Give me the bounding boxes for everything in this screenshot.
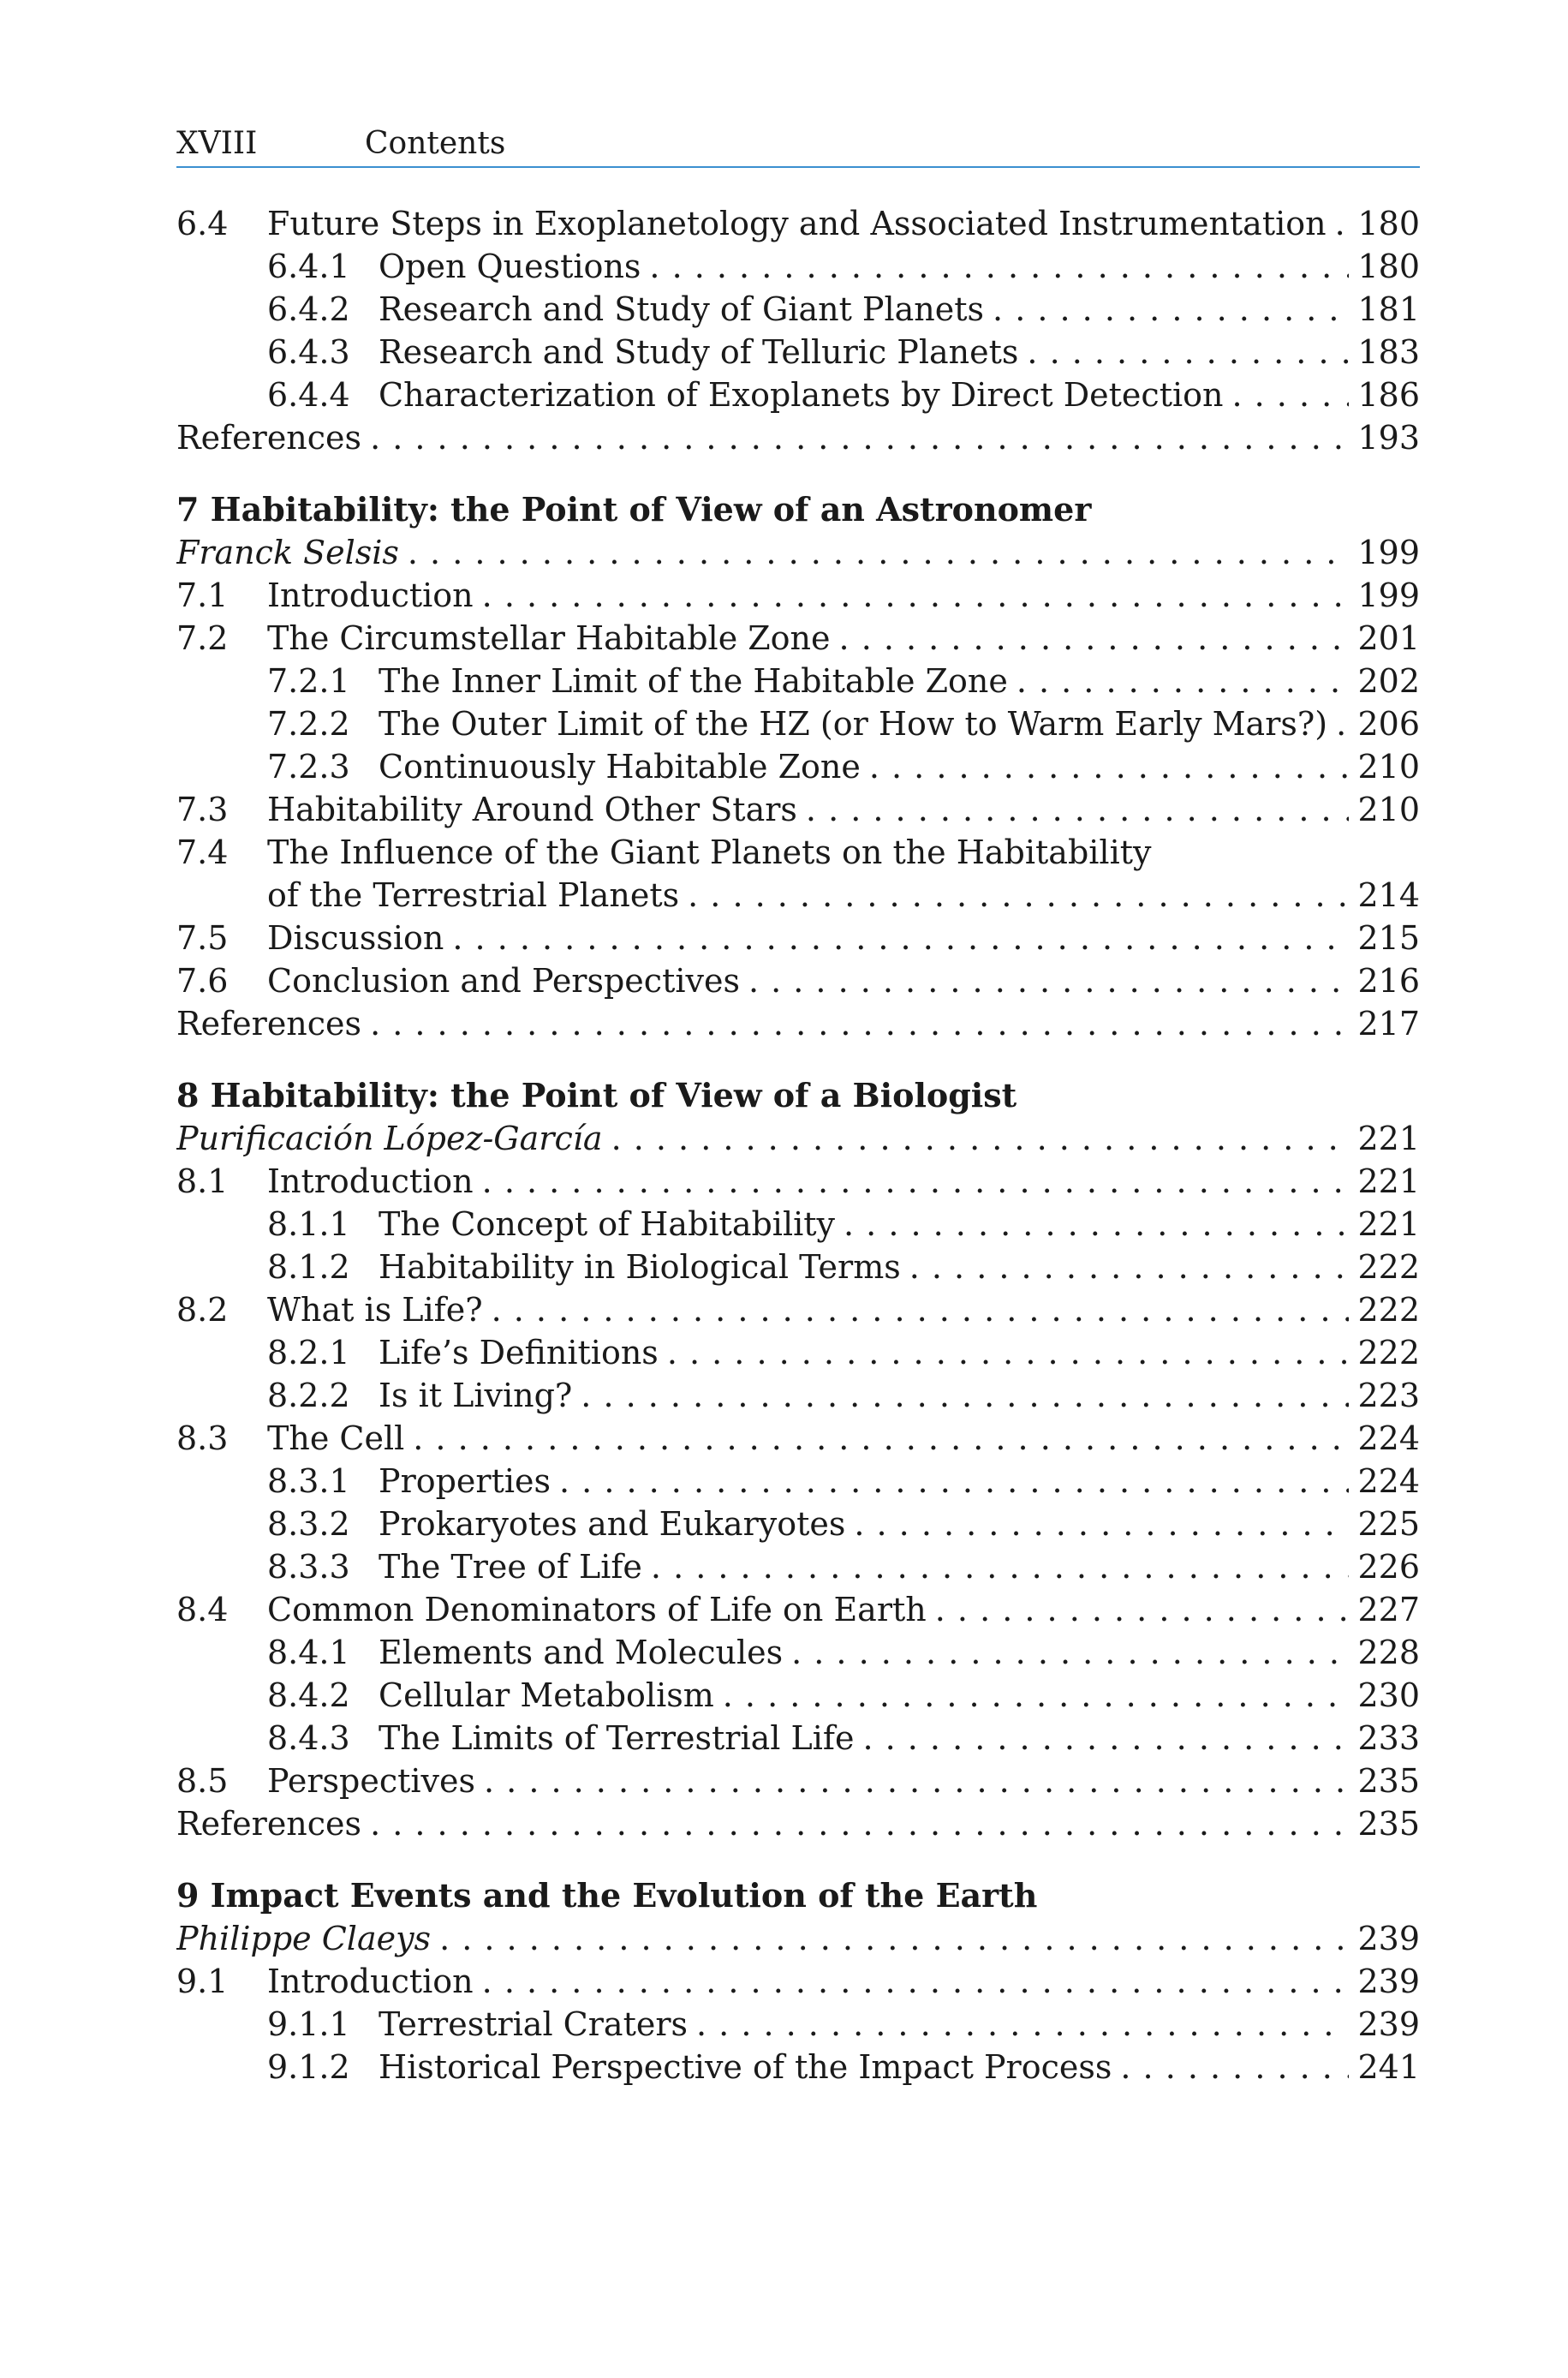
section-title: Life’s Definitions (379, 1334, 659, 1371)
section-number: 9.1.2 (267, 2048, 350, 2086)
page-number: 210 (1357, 748, 1420, 786)
entry-line (379, 2046, 1420, 2088)
entry-line (379, 2003, 1420, 2046)
section-title: The Influence of the Giant Planets on the Habitability (267, 833, 1152, 871)
section-title: Introduction (267, 1162, 474, 1200)
entry-line (379, 702, 1420, 745)
page-number: 215 (1357, 919, 1420, 957)
page-number: 180 (1357, 205, 1420, 242)
section-number: 8.2 (176, 1291, 229, 1329)
toc-author-row[interactable] (176, 1917, 1420, 1960)
section-title: Properties (379, 1462, 551, 1500)
section-number: 8.4.3 (267, 1719, 350, 1757)
section-number: 8.3 (176, 1419, 229, 1457)
section-title: of the Terrestrial Planets (267, 876, 680, 914)
dot-leader (1336, 702, 1349, 745)
page-number: 224 (1357, 1419, 1420, 1457)
toc-entry[interactable] (176, 617, 1420, 660)
chapter-heading: 7 Habitability: the Point of View of an Astronomer (176, 490, 1092, 529)
toc-entry[interactable] (176, 1717, 1420, 1760)
section-number: 7.6 (176, 962, 229, 1000)
dot-leader (839, 617, 1350, 660)
section-number: 8.1.1 (267, 1205, 350, 1243)
section-title: Research and Study of Giant Planets (379, 290, 985, 328)
section-title: Habitability in Biological Terms (379, 1248, 901, 1286)
entry-line (379, 1374, 1420, 1417)
entry-line (267, 1960, 1420, 2003)
section-title: Future Steps in Exoplanetology and Associated Instrumentation (267, 205, 1327, 242)
page-number: 186 (1357, 376, 1420, 414)
toc-entry[interactable] (176, 917, 1420, 959)
dot-leader (482, 1960, 1350, 2003)
toc-entry[interactable] (176, 288, 1420, 331)
section-title: References (176, 419, 362, 457)
page-number: 216 (1357, 962, 1420, 1000)
section-number: 7.2.2 (267, 705, 350, 743)
entry-line (379, 1203, 1420, 1246)
section-number: 6.4.1 (267, 248, 350, 285)
entry-line (267, 788, 1420, 831)
entry-line (267, 1588, 1420, 1631)
section-title: Conclusion and Perspectives (267, 962, 740, 1000)
section-title: Common Denominators of Life on Earth (267, 1591, 927, 1628)
author-name: Philippe Claeys (176, 1920, 432, 1957)
entry-line (379, 373, 1420, 416)
dot-leader (1335, 202, 1350, 245)
dot-leader (482, 574, 1350, 617)
toc-entry[interactable] (176, 1631, 1420, 1674)
toc-entry[interactable] (176, 2046, 1420, 2088)
toc-entry[interactable] (176, 2003, 1420, 2046)
entry-line (176, 531, 1420, 574)
dot-leader (791, 1631, 1349, 1674)
section-title: References (176, 1005, 362, 1043)
page-number: 201 (1357, 619, 1420, 657)
dot-leader (649, 245, 1349, 288)
toc-entry[interactable] (176, 788, 1420, 831)
page-number: 222 (1357, 1334, 1420, 1371)
page-number: 228 (1357, 1634, 1420, 1671)
entry-line (379, 1631, 1420, 1674)
section-number: 8.4 (176, 1591, 229, 1628)
dot-leader (935, 1588, 1350, 1631)
section-number: 7.2.1 (267, 662, 350, 700)
entry-line (379, 331, 1420, 373)
toc-author-row[interactable] (176, 531, 1420, 574)
toc-entry[interactable] (176, 1246, 1420, 1288)
section-title: The Circumstellar Habitable Zone (267, 619, 831, 657)
page-number: 241 (1357, 2048, 1420, 2086)
page-number: 193 (1357, 419, 1420, 457)
entry-line (267, 1760, 1420, 1802)
page-number: 230 (1357, 1676, 1420, 1714)
page-number: 227 (1357, 1591, 1420, 1628)
page-number: 225 (1357, 1505, 1420, 1543)
page-number: 233 (1357, 1719, 1420, 1757)
page-number: 210 (1357, 791, 1420, 828)
entry-line (267, 574, 1420, 617)
section-number: 7.5 (176, 919, 229, 957)
running-header (176, 122, 1420, 168)
dot-leader (869, 745, 1350, 788)
dot-leader (559, 1460, 1349, 1503)
entry-line (379, 1717, 1420, 1760)
entry-line (379, 660, 1420, 702)
section-title: Terrestrial Craters (379, 2005, 688, 2043)
dot-leader (806, 788, 1350, 831)
section-title: Characterization of Exoplanets by Direct Detection (379, 376, 1224, 414)
section-title: Cellular Metabolism (379, 1676, 714, 1714)
section-number: 8.5 (176, 1762, 229, 1800)
section-title: Introduction (267, 577, 474, 614)
section-title: Continuously Habitable Zone (379, 748, 861, 786)
page-number: 202 (1357, 662, 1420, 700)
section-number: 8.1.2 (267, 1248, 350, 1286)
entry-line (267, 202, 1420, 245)
toc-entry[interactable] (176, 660, 1420, 702)
section-number: 8.3.2 (267, 1505, 350, 1543)
entry-line (379, 1545, 1420, 1588)
section-number: 8.3.3 (267, 1548, 350, 1586)
section-number: 6.4 (176, 205, 229, 242)
dot-leader (1027, 331, 1349, 373)
toc-entry[interactable] (176, 574, 1420, 617)
dot-leader (667, 1331, 1350, 1374)
section-number: 9.1.1 (267, 2005, 350, 2043)
page-number: 199 (1357, 577, 1420, 614)
dot-leader (439, 1917, 1349, 1960)
dot-leader (862, 1717, 1349, 1760)
toc-entry[interactable] (176, 959, 1420, 1002)
section-title: Introduction (267, 1963, 474, 2000)
page-number: 222 (1357, 1291, 1420, 1329)
section-number: 9.1 (176, 1963, 229, 2000)
page-number: XVIII (176, 126, 258, 161)
section-title: The Cell (267, 1419, 405, 1457)
entry-line (267, 917, 1420, 959)
section-title: The Limits of Terrestrial Life (379, 1719, 855, 1757)
toc-entry[interactable] (176, 1417, 1420, 1460)
dot-leader (651, 1545, 1350, 1588)
page-number: 239 (1357, 2005, 1420, 2043)
entry-line (379, 1503, 1420, 1545)
toc-entry[interactable] (176, 1588, 1420, 1631)
page-number: 221 (1357, 1120, 1420, 1157)
entry-line (267, 831, 1420, 874)
section-number: 8.3.1 (267, 1462, 350, 1500)
page-number: 223 (1357, 1377, 1420, 1414)
author-name: Purificación López-García (176, 1120, 603, 1157)
entry-line (379, 288, 1420, 331)
entry-line (379, 1460, 1420, 1503)
toc-entry[interactable] (176, 874, 1420, 917)
section-title: Elements and Molecules (379, 1634, 784, 1671)
section-title: Perspectives (267, 1762, 475, 1800)
page-number: 235 (1357, 1805, 1420, 1843)
entry-line (176, 1802, 1420, 1845)
section-title: Is it Living? (379, 1377, 573, 1414)
toc-entry[interactable] (176, 1002, 1420, 1045)
dot-leader (492, 1288, 1350, 1331)
toc-entry[interactable] (176, 373, 1420, 416)
entry-line (379, 245, 1420, 288)
page-number: 224 (1357, 1462, 1420, 1500)
toc-entry[interactable] (176, 1331, 1420, 1374)
toc-entry[interactable] (176, 1503, 1420, 1545)
dot-leader (688, 874, 1349, 917)
section-number: 6.4.4 (267, 376, 350, 414)
section-title: Open Questions (379, 248, 641, 285)
entry-line (379, 1331, 1420, 1374)
page-number: 221 (1357, 1162, 1420, 1200)
section-title: The Tree of Life (379, 1548, 642, 1586)
entry-line (176, 1117, 1420, 1160)
section-title: The Outer Limit of the HZ (or How to Warm Early Mars?) (379, 705, 1328, 743)
toc-entry[interactable] (176, 1460, 1420, 1503)
entry-line (267, 959, 1420, 1002)
dot-leader (370, 1802, 1349, 1845)
section-number: 8.2.2 (267, 1377, 350, 1414)
entry-line (379, 1674, 1420, 1717)
toc-entry[interactable] (176, 702, 1420, 745)
page-number: 183 (1357, 333, 1420, 371)
chapter-heading: 9 Impact Events and the Evolution of the Earth (176, 1876, 1038, 1915)
entry-line (267, 1288, 1420, 1331)
page-number: 235 (1357, 1762, 1420, 1800)
toc-entry[interactable] (176, 245, 1420, 288)
dot-leader (611, 1117, 1350, 1160)
dot-leader (370, 416, 1349, 459)
dot-leader (909, 1246, 1350, 1288)
toc-entry[interactable] (176, 1674, 1420, 1717)
toc-author-row[interactable] (176, 1117, 1420, 1160)
section-number: 7.1 (176, 577, 229, 614)
toc-entry[interactable] (176, 1160, 1420, 1203)
running-title: Contents (365, 126, 506, 161)
dot-leader (1120, 2046, 1349, 2088)
section-title: What is Life? (267, 1291, 483, 1329)
dot-leader (993, 288, 1349, 331)
entry-line (176, 1917, 1420, 1960)
section-number: 6.4.3 (267, 333, 350, 371)
toc-entry[interactable] (176, 1545, 1420, 1588)
toc-entry[interactable] (176, 745, 1420, 788)
section-number: 6.4.2 (267, 290, 350, 328)
section-number: 7.2.3 (267, 748, 350, 786)
entry-line (267, 617, 1420, 660)
section-number: 8.4.2 (267, 1676, 350, 1714)
dot-leader (482, 1160, 1350, 1203)
entry-line (267, 1417, 1420, 1460)
section-number: 7.3 (176, 791, 229, 828)
toc-entry[interactable] (176, 1802, 1420, 1845)
page-number: 214 (1357, 876, 1420, 914)
author-name: Franck Selsis (176, 534, 399, 571)
section-title: The Inner Limit of the Habitable Zone (379, 662, 1008, 700)
dot-leader (854, 1503, 1349, 1545)
entry-line (267, 1160, 1420, 1203)
dot-leader (696, 2003, 1349, 2046)
toc-entry[interactable] (176, 1760, 1420, 1802)
page-number: 239 (1357, 1963, 1420, 2000)
entry-line (379, 745, 1420, 788)
toc-entry[interactable] (176, 831, 1420, 874)
page-number: 199 (1357, 534, 1420, 571)
entry-line (176, 1002, 1420, 1045)
page-number: 239 (1357, 1920, 1420, 1957)
toc-entry[interactable] (176, 1203, 1420, 1246)
dot-leader (484, 1760, 1349, 1802)
page-number: 217 (1357, 1005, 1420, 1043)
toc-entry[interactable] (176, 1288, 1420, 1331)
dot-leader (370, 1002, 1349, 1045)
section-title: The Concept of Habitability (379, 1205, 836, 1243)
toc-entry[interactable] (176, 331, 1420, 373)
dot-leader (1017, 660, 1350, 702)
section-title: References (176, 1805, 362, 1843)
page-number: 222 (1357, 1248, 1420, 1286)
dot-leader (408, 531, 1350, 574)
dot-leader (844, 1203, 1349, 1246)
section-title: Research and Study of Telluric Planets (379, 333, 1019, 371)
page-number: 181 (1357, 290, 1420, 328)
toc-entry[interactable] (176, 202, 1420, 245)
dot-leader (581, 1374, 1349, 1417)
entry-line (379, 1246, 1420, 1288)
dot-leader (748, 959, 1350, 1002)
page-number: 206 (1357, 705, 1420, 743)
section-number: 7.2 (176, 619, 229, 657)
section-title: Discussion (267, 919, 444, 957)
section-number: 7.4 (176, 833, 229, 871)
entry-line (176, 416, 1420, 459)
page-number: 226 (1357, 1548, 1420, 1586)
section-title: Prokaryotes and Eukaryotes (379, 1505, 846, 1543)
dot-leader (413, 1417, 1349, 1460)
section-title: Historical Perspective of the Impact Process (379, 2048, 1112, 2086)
dot-leader (1231, 373, 1349, 416)
section-title: Habitability Around Other Stars (267, 791, 797, 828)
toc-entry[interactable] (176, 1374, 1420, 1417)
section-number: 8.4.1 (267, 1634, 350, 1671)
page-number: 221 (1357, 1205, 1420, 1243)
page-number: 180 (1357, 248, 1420, 285)
dot-leader (452, 917, 1349, 959)
chapter-heading: 8 Habitability: the Point of View of a Biologist (176, 1076, 1017, 1114)
section-number: 8.2.1 (267, 1334, 350, 1371)
toc-entry[interactable] (176, 416, 1420, 459)
toc-entry[interactable] (176, 1960, 1420, 2003)
table-of-contents (176, 202, 1420, 2088)
section-number: 8.1 (176, 1162, 229, 1200)
dot-leader (723, 1674, 1350, 1717)
entry-line (267, 874, 1420, 917)
